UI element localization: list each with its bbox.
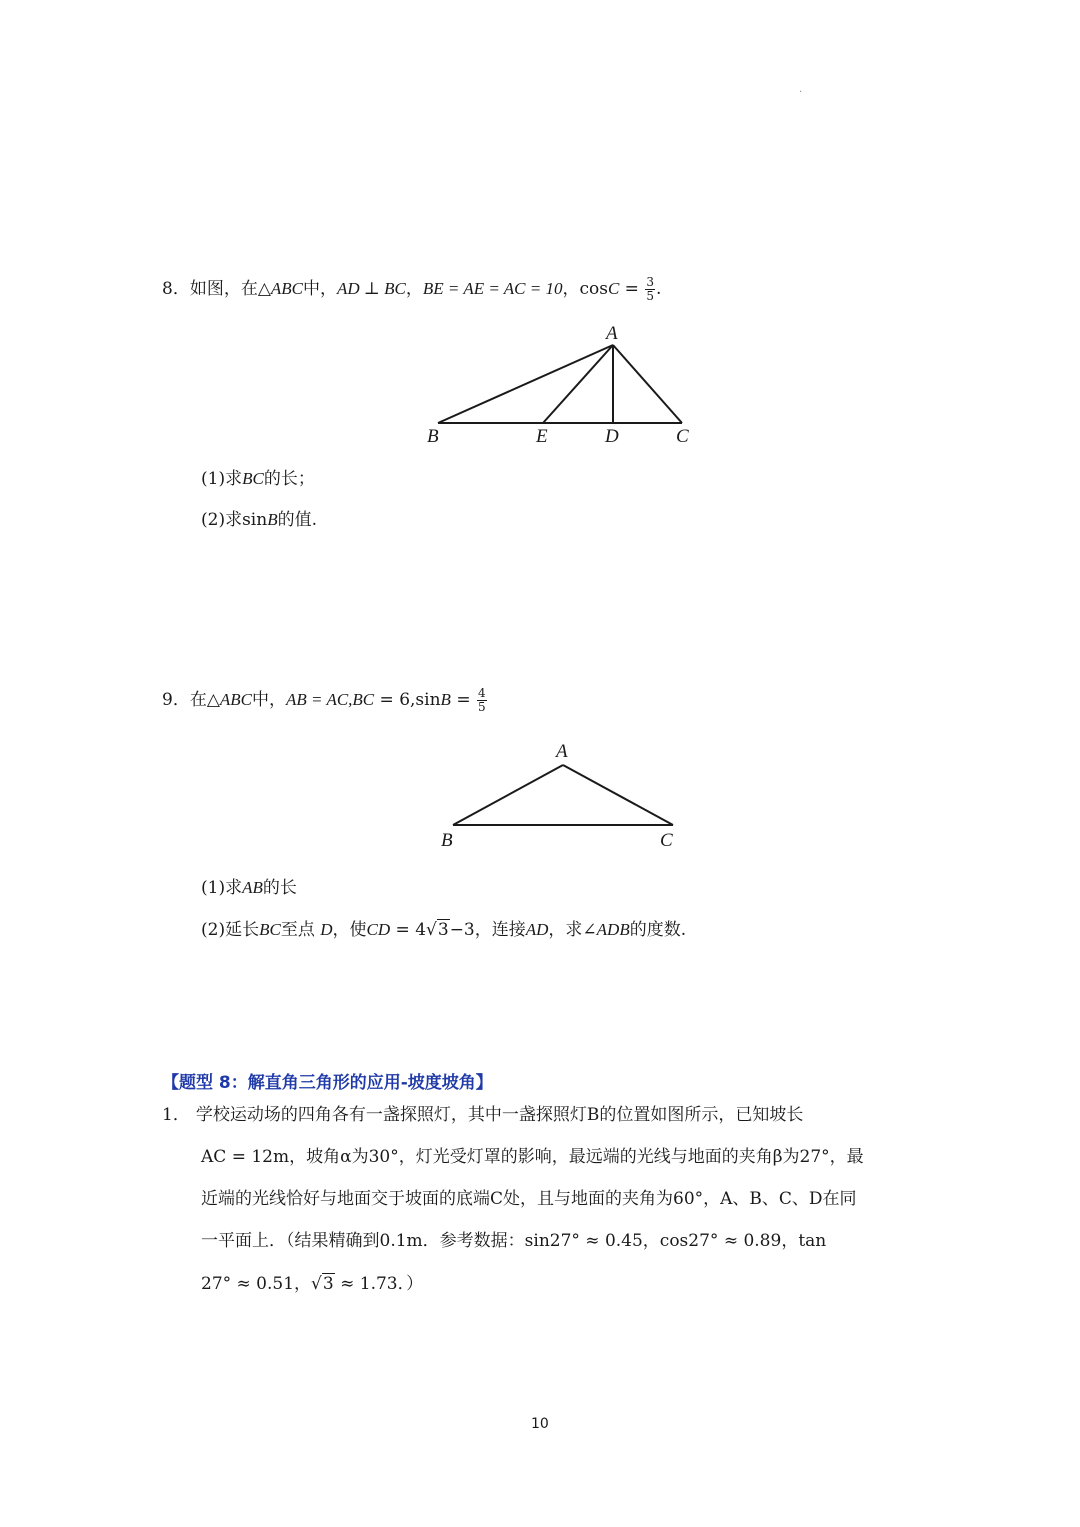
- q9-conditions: AB = AC,BC: [286, 690, 375, 709]
- q9-sin-var: B: [440, 690, 451, 709]
- q9-sub1: [201, 876, 297, 900]
- p1-line5-b: ≈ 1.73．）: [334, 1274, 424, 1294]
- q8-sep2: ，: [562, 279, 580, 299]
- q8-perp-condition: AD ⊥ BC: [337, 279, 406, 298]
- q8-sub2-prefix: (2)求sin: [201, 510, 268, 530]
- q9-stem: [162, 687, 488, 714]
- q9-zhong: 中，: [252, 690, 287, 710]
- q9-number: 9．: [162, 690, 190, 710]
- q8-sub2: [201, 508, 317, 532]
- q8-label-c: C: [676, 426, 689, 447]
- stray-mark: .: [799, 84, 803, 95]
- q9-sub2-a: (2)延长: [201, 920, 260, 940]
- q9-sub2-eq: = 4: [390, 920, 427, 940]
- section-heading: 【题型 8：解直角三角形的应用-坡度坡角】: [162, 1073, 493, 1093]
- q9-frac-num: 4: [478, 686, 486, 700]
- q9-sub2-ad: AD: [525, 920, 549, 939]
- q9-fraction: [477, 687, 487, 714]
- q8-segment-ac: [613, 345, 682, 423]
- q8-label-d: D: [605, 426, 619, 447]
- q9-sub2-d: D: [320, 920, 333, 939]
- q9-sub2-root-sign: √: [426, 920, 437, 940]
- p1-line5: [201, 1272, 423, 1296]
- p1-line2: AC = 12m，坡角α为30°，灯光受灯罩的影响，最远端的光线与地面的夹角β为27°，最: [201, 1147, 864, 1167]
- p1-line5-a: 27° ≈ 0.51，: [201, 1274, 312, 1294]
- q8-equalities: BE = AE = AC = 10: [422, 279, 563, 298]
- q8-sub1: [201, 467, 315, 491]
- q9-sub2-adb: ADB: [596, 920, 630, 939]
- q8-label-e: E: [536, 426, 548, 447]
- q8-stem: [162, 276, 661, 303]
- q8-number: 8．: [162, 279, 190, 299]
- p1-number: 1．: [162, 1105, 190, 1125]
- p1-line3: 近端的光线恰好与地面交于坡面的底端C处，且与地面的夹角为60°，A、B、C、D在同: [201, 1189, 857, 1209]
- q9-sub2-cd: CD: [366, 920, 391, 939]
- q8-segment-ae: [543, 345, 613, 423]
- q9-sub2-e: ，求∠: [548, 920, 597, 940]
- q9-eq: =: [450, 690, 476, 710]
- q9-sub2-bc: BC: [259, 920, 281, 939]
- q8-eq: =: [619, 279, 645, 299]
- q9-sub2-minus: −3，连接: [449, 920, 526, 940]
- q8-cos-var: C: [607, 279, 620, 298]
- q9-triangle-name: ABC: [219, 690, 253, 709]
- q8-sub2-suffix: 的值.: [277, 510, 317, 530]
- q9-cond-val: = 6,sin: [374, 690, 441, 710]
- q8-label-b: B: [427, 426, 439, 447]
- q8-label-a: A: [606, 323, 618, 344]
- q8-triangle-name: ABC: [270, 279, 304, 298]
- p1-line5-sqrt: 3: [322, 1274, 334, 1294]
- q9-sub2: [201, 918, 686, 942]
- q9-sub1-var: AB: [242, 878, 263, 897]
- q9-segment-ac: [563, 765, 673, 825]
- p1-line5-root-sign: √: [311, 1274, 322, 1294]
- q8-sub1-suffix: 的长；: [263, 469, 315, 489]
- q9-sub2-sqrt: 3: [437, 920, 449, 940]
- p1-line4: 一平面上．（结果精确到0.1m．参考数据：sin27° ≈ 0.45，cos27° ≈ 0.89，tan: [201, 1231, 827, 1251]
- q8-sub1-var: BC: [242, 469, 264, 488]
- q8-stem-prefix: 如图，在△: [189, 279, 271, 299]
- q9-label-c: C: [660, 830, 673, 851]
- q9-stem-prefix: 在△: [189, 690, 220, 710]
- q8-fraction: [645, 276, 655, 303]
- page-number: 10: [531, 1416, 549, 1432]
- q9-frac-den: 5: [478, 700, 486, 714]
- q8-frac-num: 3: [646, 275, 654, 289]
- q8-sep1: ，: [405, 279, 423, 299]
- q8-end: .: [655, 279, 662, 299]
- q9-sub2-c: ，使: [332, 920, 367, 940]
- q8-frac-den: 5: [646, 289, 654, 303]
- q9-label-a: A: [556, 741, 568, 762]
- q9-sub2-b: 至点: [280, 920, 321, 940]
- q9-triangle-diagram: [420, 735, 700, 855]
- q9-sub1-prefix: (1)求: [201, 878, 243, 898]
- q9-sub2-f: 的度数.: [629, 920, 687, 940]
- q9-segment-ab: [453, 765, 563, 825]
- q8-triangle-diagram: [400, 318, 720, 453]
- p1-line1-wrap: [162, 1103, 803, 1127]
- q8-segment-ab: [438, 345, 613, 423]
- q8-cos-label: cos: [579, 279, 608, 299]
- q8-zhong: 中，: [303, 279, 338, 299]
- q9-sub1-suffix: 的长: [262, 878, 297, 898]
- q9-label-b: B: [441, 830, 453, 851]
- p1-line1: 学校运动场的四角各有一盏探照灯，其中一盏探照灯B的位置如图所示，已知坡长: [195, 1105, 804, 1125]
- q8-sub2-var: B: [267, 510, 278, 529]
- q8-sub1-prefix: (1)求: [201, 469, 243, 489]
